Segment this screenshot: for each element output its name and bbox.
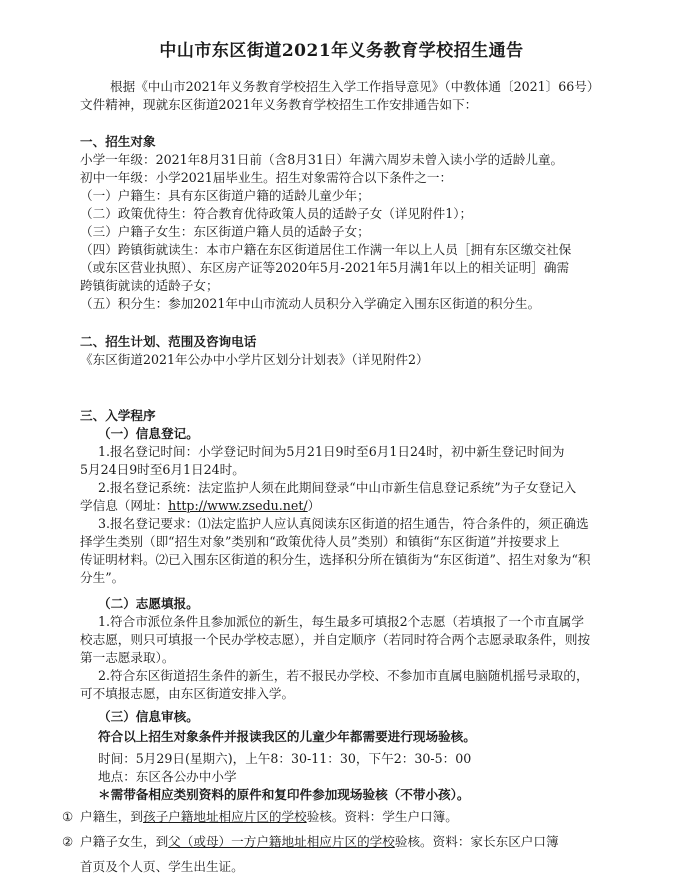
subsection-info-verification: （三）信息审核。 — [98, 709, 199, 724]
item-2-continuation: 首页及个人页、学生出生证。 — [80, 859, 244, 874]
s3-p2-line: 2.报名登记系统：法定监护人须在此期间登录“中山市新生信息登记系统”为子女登记入 — [98, 480, 577, 495]
s1-line: （四）跨镇街就读生：本市户籍在东区街道居住工作满一年以上人员［拥有东区缴交社保 — [80, 242, 572, 257]
item-1-location: 孩子户籍地址相应片区的学校 — [142, 809, 307, 824]
intro-line-2: 文件精神，现就东区街道2021年义务教育学校招生工作安排通告如下： — [80, 97, 478, 112]
s3-w2-line: 2.符合东区街道招生条件的新生，若不报民办学校、不参加市直属电脑随机摇号录取的， — [98, 668, 589, 683]
s3-p1-line: 1.报名登记时间：小学登记时间为5月21日9时至6月1日24时，初中新生登记时间为 — [98, 444, 565, 459]
s2-line: 《东区街道2021年公办中小学片区划分计划表》（详见附件2） — [80, 352, 429, 367]
item-2-suffix: 验核。资料：家长东区户口簿 — [394, 834, 559, 849]
subsection-info-registration: （一）信息登记。 — [98, 426, 199, 441]
s1-line: （二）政策优待生：符合教育优待政策人员的适龄子女（详见附件1）； — [80, 206, 473, 221]
s3-w1-line: 校志愿，则只可填报一个民办学校志愿），并自定顺序（若同时符合两个志愿录取条件，则按 — [80, 632, 591, 647]
s3-w1-line: 第一志愿录取）。 — [80, 650, 175, 665]
s3-p2-line-2 — [80, 497, 320, 515]
section-3-heading: 三、入学程序 — [80, 408, 156, 423]
subsection-preference-filling: （二）志愿填报。 — [98, 596, 199, 611]
s3-p1-line: 5月24日9时至6月1日24时。 — [80, 462, 245, 477]
item-household-student — [62, 808, 458, 826]
s3-p3-line: 3.报名登记要求：⑴法定监护人应认真阅读东区街道的招生通告，符合条件的，须正确选 — [98, 516, 589, 531]
s1-line: 跨镇街就读的适龄子女； — [80, 278, 219, 293]
verification-time: 时间：5月29日(星期六)，上午8：30-11：30，下午2：30-5：00 — [98, 751, 472, 766]
s3-p2-prefix: 学信息（网址： — [80, 498, 169, 513]
intro-line-1: 根据《中山市2021年义务教育学校招生入学工作指导意见》（中教体通〔2021〕66号） — [110, 79, 600, 94]
s3-w2-line: 可不填报志愿，由东区街道安排入学。 — [80, 686, 295, 701]
s3-p2-suffix: ） — [307, 498, 321, 513]
item-1-prefix: 户籍生，到 — [80, 809, 143, 824]
verification-requirement: 符合以上招生对象条件并报读我区的儿童少年都需要进行现场验核。 — [98, 729, 476, 744]
s3-p3-line: 分生”。 — [80, 570, 125, 585]
registration-website-link[interactable]: http://www.zsedu.net/ — [168, 498, 308, 513]
s1-line: （一）户籍生：具有东区街道户籍的适龄儿童少年； — [80, 188, 370, 203]
s1-line: （三）户籍子女生：东区街道户籍人员的适龄子女； — [80, 224, 370, 239]
item-number-2: ② — [62, 834, 74, 849]
item-2-location: 父（或母）一方户籍地址相应片区的学校 — [168, 834, 395, 849]
s3-w1-line: 1.符合市派位条件且参加派位的新生，每生最多可填报2个志愿（若填报了一个市直属学 — [98, 614, 584, 629]
item-1-suffix: 验核。资料：学生户口簿。 — [306, 809, 458, 824]
section-1-heading: 一、招生对象 — [80, 134, 156, 149]
item-2-prefix: 户籍子女生，到 — [80, 834, 169, 849]
page-title: 中山市东区街道2021年义务教育学校招生通告 — [159, 41, 524, 61]
s1-line: （五）积分生：参加2021年中山市流动人员积分入学确定入围东区街道的积分生。 — [80, 296, 541, 311]
item-number-1: ① — [62, 809, 74, 824]
s3-p3-line: 传证明材料。⑵已入围东区街道的积分生，选择积分所在镇街为“东区街道”、招生对象为“积 — [80, 552, 591, 567]
s1-line: 初中一年级：小学2021届毕业生。招生对象需符合以下条件之一： — [80, 170, 453, 185]
verification-place: 地点：东区各公办中小学 — [98, 769, 237, 784]
item-household-child — [62, 833, 559, 851]
materials-note: ＊需带备相应类别资料的原件和复印件参加现场验核（不带小孩）。 — [98, 787, 470, 802]
section-2-heading: 二、招生计划、范围及咨询电话 — [80, 334, 257, 349]
s1-line: 小学一年级：2021年8月31日前（含8月31日）年满六周岁未曾入读小学的适龄儿童。 — [80, 152, 564, 167]
s3-p3-line: 择学生类别（即“招生对象”类别和“政策优待人员”类别）和镇街“东区街道”并按要求上 — [80, 534, 560, 549]
s1-line: （或东区营业执照）、东区房产证等2020年5月-2021年5月满1年以上的相关证明］确需 — [80, 260, 570, 275]
